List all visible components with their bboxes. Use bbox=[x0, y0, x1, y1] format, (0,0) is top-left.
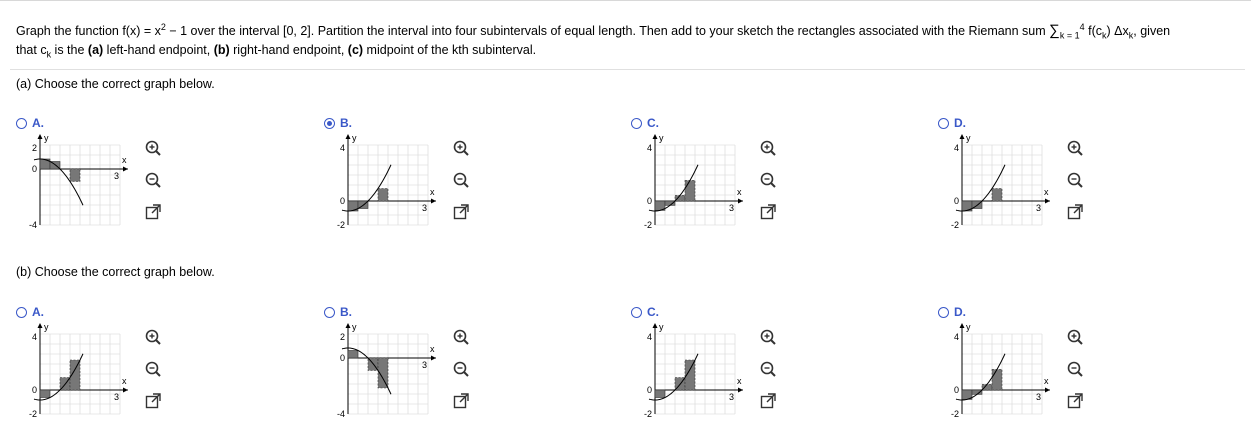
y-axis-label: y bbox=[352, 133, 357, 143]
y-axis-label: y bbox=[966, 322, 971, 332]
option-header[interactable] bbox=[324, 115, 352, 131]
y-tick-top: 4 bbox=[646, 143, 652, 153]
riemann-rectangle bbox=[378, 189, 388, 202]
radio-button[interactable] bbox=[324, 118, 335, 129]
radio-button[interactable] bbox=[938, 307, 949, 318]
option-a-C[interactable] bbox=[631, 115, 801, 245]
option-a-D[interactable] bbox=[938, 115, 1108, 245]
y-tick-zero: 0 bbox=[646, 196, 652, 206]
option-b-D[interactable] bbox=[938, 304, 1108, 434]
y-tick-zero: 0 bbox=[953, 196, 959, 206]
riemann-rectangle bbox=[40, 390, 50, 398]
x-tick: 3 bbox=[1036, 203, 1042, 213]
part-b-prompt: (b) Choose the correct graph below. bbox=[16, 265, 215, 279]
option-letter: C. bbox=[647, 305, 659, 319]
y-tick-top: 2 bbox=[31, 143, 37, 153]
y-tick-bottom: -2 bbox=[336, 220, 345, 230]
divider bbox=[10, 69, 1245, 70]
option-letter: B. bbox=[340, 305, 352, 319]
x-axis-arrow bbox=[738, 388, 743, 393]
expand-graph-icon[interactable] bbox=[759, 392, 777, 410]
x-tick: 3 bbox=[114, 171, 120, 181]
x-axis-label: x bbox=[430, 344, 435, 354]
riemann-rectangle bbox=[992, 189, 1002, 202]
option-header[interactable] bbox=[938, 304, 966, 320]
option-letter: D. bbox=[954, 305, 966, 319]
radio-button[interactable] bbox=[631, 118, 642, 129]
y-tick-bottom: -2 bbox=[28, 409, 37, 419]
y-tick-top: 2 bbox=[339, 332, 345, 342]
x-axis-label: x bbox=[737, 376, 742, 386]
y-tick-zero: 0 bbox=[31, 385, 37, 395]
riemann-rectangle bbox=[992, 369, 1002, 390]
zoom-out-icon[interactable] bbox=[452, 171, 470, 189]
y-axis-arrow bbox=[960, 323, 965, 328]
y-axis-arrow bbox=[38, 134, 43, 139]
riemann-rectangle bbox=[665, 201, 675, 205]
x-axis-label: x bbox=[1044, 376, 1049, 386]
y-tick-zero: 0 bbox=[953, 385, 959, 395]
x-tick: 3 bbox=[422, 203, 428, 213]
zoom-out-icon[interactable] bbox=[144, 171, 162, 189]
top-border bbox=[0, 0, 1251, 1]
x-tick: 3 bbox=[422, 360, 428, 370]
radio-button[interactable] bbox=[631, 307, 642, 318]
zoom-in-icon[interactable] bbox=[1066, 139, 1084, 157]
expand-graph-icon[interactable] bbox=[452, 203, 470, 221]
y-axis-label: y bbox=[659, 322, 664, 332]
zoom-out-icon[interactable] bbox=[759, 360, 777, 378]
y-tick-zero: 0 bbox=[339, 196, 345, 206]
option-letter: B. bbox=[340, 116, 352, 130]
expand-graph-icon[interactable] bbox=[452, 392, 470, 410]
y-axis-label: y bbox=[659, 133, 664, 143]
option-letter: D. bbox=[954, 116, 966, 130]
radio-button[interactable] bbox=[938, 118, 949, 129]
option-graph bbox=[942, 133, 1052, 233]
y-axis-label: y bbox=[966, 133, 971, 143]
expand-graph-icon[interactable] bbox=[144, 392, 162, 410]
zoom-in-icon[interactable] bbox=[144, 328, 162, 346]
riemann-rectangle bbox=[655, 390, 665, 398]
zoom-in-icon[interactable] bbox=[759, 328, 777, 346]
y-tick-top: 4 bbox=[646, 332, 652, 342]
y-axis-arrow bbox=[653, 323, 658, 328]
option-graph bbox=[942, 322, 1052, 422]
option-header[interactable] bbox=[631, 115, 659, 131]
x-axis-arrow bbox=[1045, 388, 1050, 393]
y-axis-label: y bbox=[352, 322, 357, 332]
y-axis-label: y bbox=[44, 133, 49, 143]
option-b-B[interactable] bbox=[324, 304, 494, 434]
zoom-out-icon[interactable] bbox=[1066, 360, 1084, 378]
zoom-in-icon[interactable] bbox=[452, 328, 470, 346]
x-tick: 3 bbox=[729, 392, 735, 402]
y-tick-zero: 0 bbox=[31, 164, 37, 174]
zoom-in-icon[interactable] bbox=[1066, 328, 1084, 346]
expand-graph-icon[interactable] bbox=[1066, 392, 1084, 410]
option-graph bbox=[328, 133, 438, 233]
y-tick-top: 4 bbox=[339, 143, 345, 153]
option-letter: A. bbox=[32, 116, 44, 130]
option-a-A[interactable] bbox=[16, 115, 186, 245]
y-tick-top: 4 bbox=[953, 143, 959, 153]
riemann-rectangle bbox=[70, 169, 80, 182]
y-axis-label: y bbox=[44, 322, 49, 332]
x-tick: 3 bbox=[1036, 392, 1042, 402]
y-axis-arrow bbox=[38, 323, 43, 328]
x-axis-arrow bbox=[1045, 199, 1050, 204]
riemann-rectangle bbox=[972, 390, 982, 394]
option-header[interactable] bbox=[324, 304, 352, 320]
radio-button[interactable] bbox=[16, 118, 27, 129]
radio-button[interactable] bbox=[16, 307, 27, 318]
y-tick-bottom: -2 bbox=[950, 409, 959, 419]
y-axis-arrow bbox=[346, 134, 351, 139]
zoom-out-icon[interactable] bbox=[144, 360, 162, 378]
x-axis-arrow bbox=[431, 356, 436, 361]
x-tick: 3 bbox=[114, 392, 120, 402]
y-axis-arrow bbox=[960, 134, 965, 139]
zoom-in-icon[interactable] bbox=[144, 139, 162, 157]
x-axis-arrow bbox=[123, 388, 128, 393]
y-tick-top: 4 bbox=[953, 332, 959, 342]
x-axis-label: x bbox=[737, 187, 742, 197]
zoom-in-icon[interactable] bbox=[452, 139, 470, 157]
x-axis-label: x bbox=[122, 155, 127, 165]
x-axis-arrow bbox=[123, 167, 128, 172]
x-axis-arrow bbox=[738, 199, 743, 204]
option-header[interactable] bbox=[631, 304, 659, 320]
question-text: Graph the function $f(x) = x^2 - 1$ over the interval [0, 2]. Partition the interval into four subintervals of equal length. Then add to your sketch the rectangles associated with the Riemann sum $\sum_{k = 1}^4$ $f(c_k)$ $\Delta x_k$, given that $c_k$ is the (a) left-hand endpoint, (b) right-hand endpoint, (c) midpoint of the kth subinterval. bbox=[16, 21, 1171, 60]
option-b-C[interactable] bbox=[631, 304, 801, 434]
expand-graph-icon[interactable] bbox=[759, 203, 777, 221]
option-graph bbox=[20, 322, 130, 422]
riemann-rectangle bbox=[685, 180, 695, 201]
y-tick-zero: 0 bbox=[646, 385, 652, 395]
sigma-symbol: ∑ bbox=[1049, 22, 1060, 39]
option-a-B[interactable] bbox=[324, 115, 494, 245]
expand-graph-icon[interactable] bbox=[144, 203, 162, 221]
y-tick-top: 4 bbox=[31, 332, 37, 342]
x-axis-label: x bbox=[122, 376, 127, 386]
option-letter: C. bbox=[647, 116, 659, 130]
option-graph bbox=[635, 322, 745, 422]
expand-graph-icon[interactable] bbox=[1066, 203, 1084, 221]
x-axis-arrow bbox=[431, 199, 436, 204]
x-axis-label: x bbox=[430, 187, 435, 197]
zoom-in-icon[interactable] bbox=[759, 139, 777, 157]
y-axis-arrow bbox=[346, 323, 351, 328]
riemann-rectangle bbox=[348, 351, 358, 359]
x-axis-label: x bbox=[1044, 187, 1049, 197]
y-tick-zero: 0 bbox=[339, 353, 345, 363]
option-graph bbox=[20, 133, 130, 233]
y-axis-arrow bbox=[653, 134, 658, 139]
y-tick-bottom: -4 bbox=[28, 220, 37, 230]
option-header[interactable] bbox=[938, 115, 966, 131]
option-b-A[interactable] bbox=[16, 304, 186, 434]
zoom-out-icon[interactable] bbox=[759, 171, 777, 189]
radio-button[interactable] bbox=[324, 307, 335, 318]
option-graph bbox=[328, 322, 438, 422]
y-tick-bottom: -2 bbox=[950, 220, 959, 230]
option-header[interactable] bbox=[16, 304, 44, 320]
y-tick-bottom: -2 bbox=[643, 409, 652, 419]
zoom-out-icon[interactable] bbox=[452, 360, 470, 378]
option-letter: A. bbox=[32, 305, 44, 319]
y-tick-bottom: -4 bbox=[336, 409, 345, 419]
option-graph bbox=[635, 133, 745, 233]
zoom-out-icon[interactable] bbox=[1066, 171, 1084, 189]
option-header[interactable] bbox=[16, 115, 44, 131]
y-tick-bottom: -2 bbox=[643, 220, 652, 230]
x-tick: 3 bbox=[729, 203, 735, 213]
part-a-prompt: (a) Choose the correct graph below. bbox=[16, 77, 215, 91]
